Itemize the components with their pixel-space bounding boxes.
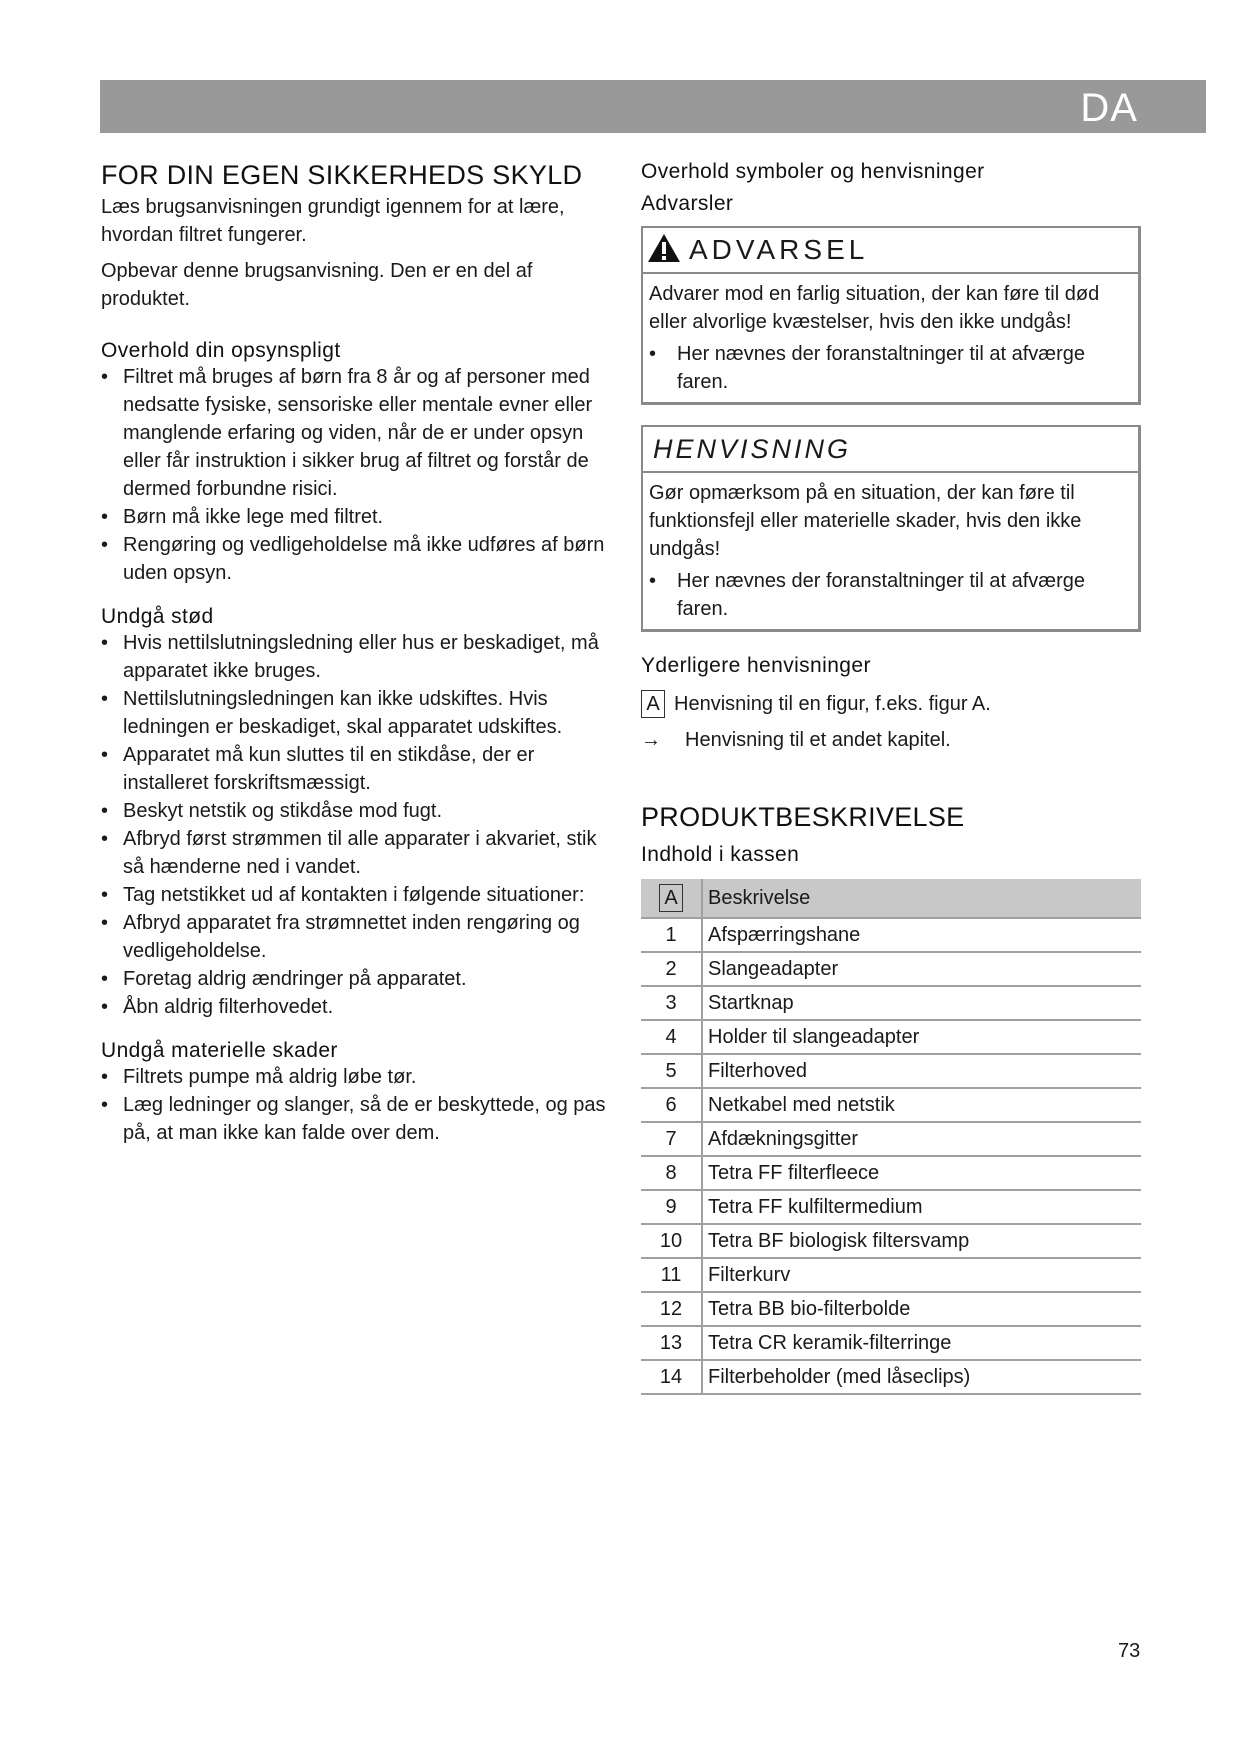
figure-key-box: A xyxy=(641,690,665,718)
table-header-key-cell xyxy=(641,879,702,918)
section-heading-supervision: Overhold din opsynspligt xyxy=(101,339,341,362)
damage-list xyxy=(101,1063,621,1147)
list-item: • Børn må ikke lege med filtret. xyxy=(101,503,621,531)
part-number: 10 xyxy=(641,1224,702,1258)
part-description: Holder til slangeadapter xyxy=(702,1020,1141,1054)
warning-triangle-icon xyxy=(647,233,681,268)
warnings-heading: Advarsler xyxy=(641,192,734,215)
table-row xyxy=(641,1258,1141,1292)
warning-bullet: • Her nævnes der foranstaltninger til at afværge faren. xyxy=(649,340,1132,396)
part-number: 8 xyxy=(641,1156,702,1190)
table-header-key: A xyxy=(659,884,683,912)
part-description: Filterhoved xyxy=(702,1054,1141,1088)
table-row xyxy=(641,986,1141,1020)
table-row xyxy=(641,1360,1141,1394)
notice-text: Gør opmærksom på en situation, der kan føre til funktionsfejl eller materielle skader, hvis den ikke undgås! xyxy=(649,482,1082,560)
section-heading-damage: Undgå materielle skader xyxy=(101,1039,338,1062)
right-column xyxy=(641,160,1141,1395)
notice-box-body xyxy=(643,473,1138,629)
warning-title: ADVARSEL xyxy=(689,234,869,265)
left-column xyxy=(101,160,621,1147)
table-row xyxy=(641,1020,1141,1054)
part-description: Afdækningsgitter xyxy=(702,1122,1141,1156)
table-header-row xyxy=(641,879,1141,918)
page-number: 73 xyxy=(1118,1640,1141,1662)
part-number: 13 xyxy=(641,1326,702,1360)
supervision-list xyxy=(101,363,621,587)
part-number: 5 xyxy=(641,1054,702,1088)
part-description: Afspærringshane xyxy=(702,918,1141,952)
notice-bullets xyxy=(649,567,1132,623)
notice-title: HENVISNING xyxy=(653,433,852,464)
list-item: • Filtrets pumpe må aldrig løbe tør. xyxy=(101,1063,621,1091)
list-item: • Afbryd først strømmen til alle apparater i akvariet, stik så hænderne ned i vandet. xyxy=(101,825,621,881)
section-heading-shock: Undgå stød xyxy=(101,605,214,628)
list-item: • Filtret må bruges af børn fra 8 år og af personer med nedsatte fysiske, sensoriske eller mentale evner eller manglende erfaring og viden, når de er under opsyn eller får instruktion i sikker brug af filtret og forstår de dermed forbundne risici. xyxy=(101,363,621,503)
part-number: 1 xyxy=(641,918,702,952)
part-number: 12 xyxy=(641,1292,702,1326)
part-description: Filterkurv xyxy=(702,1258,1141,1292)
table-row xyxy=(641,1190,1141,1224)
figure-reference-text: Henvisning til en figur, f.eks. figur A. xyxy=(674,693,991,715)
list-item: • Nettilslutningsledningen kan ikke udskiftes. Hvis ledningen er beskadiget, skal apparatet udskiftes. xyxy=(101,685,621,741)
part-description: Tetra FF kulfiltermedium xyxy=(702,1190,1141,1224)
language-code: DA xyxy=(1080,86,1138,130)
part-description: Tetra CR keramik-filterringe xyxy=(702,1326,1141,1360)
part-description: Netkabel med netstik xyxy=(702,1088,1141,1122)
product-description-title: PRODUKTBESKRIVELSE xyxy=(641,802,965,832)
warning-box-body xyxy=(643,274,1138,402)
chapter-reference xyxy=(641,726,1141,754)
table-row xyxy=(641,1156,1141,1190)
list-item: • Hvis nettilslutningsledning eller hus er beskadiget, må apparatet ikke bruges. xyxy=(101,629,621,685)
part-description: Tetra BF biologisk filtersvamp xyxy=(702,1224,1141,1258)
notice-bullet: • Her nævnes der foranstaltninger til at afværge faren. xyxy=(649,567,1132,623)
arrow-right-icon: → xyxy=(641,729,661,751)
safety-title: FOR DIN EGEN SIKKERHEDS SKYLD xyxy=(101,160,583,190)
warning-box-header xyxy=(643,228,1138,274)
part-description: Slangeadapter xyxy=(702,952,1141,986)
chapter-reference-text: Henvisning til et andet kapitel. xyxy=(685,729,951,751)
notice-box-header xyxy=(643,427,1138,473)
notice-box xyxy=(641,425,1141,632)
part-number: 11 xyxy=(641,1258,702,1292)
table-row xyxy=(641,952,1141,986)
symbols-heading: Overhold symboler og henvisninger xyxy=(641,160,985,183)
part-number: 7 xyxy=(641,1122,702,1156)
table-row xyxy=(641,918,1141,952)
further-references-heading: Yderligere henvisninger xyxy=(641,654,871,677)
part-number: 2 xyxy=(641,952,702,986)
list-item: • Apparatet må kun sluttes til en stikdåse, der er installeret forskriftsmæssigt. xyxy=(101,741,621,797)
part-number: 6 xyxy=(641,1088,702,1122)
table-row xyxy=(641,1054,1141,1088)
table-row xyxy=(641,1326,1141,1360)
table-row xyxy=(641,1292,1141,1326)
parts-table xyxy=(641,879,1141,1395)
table-row xyxy=(641,1088,1141,1122)
intro-paragraph-2: Opbevar denne brugsanvisning. Den er en del af produktet. xyxy=(101,260,533,310)
figure-reference xyxy=(641,690,1141,718)
part-description: Tetra BB bio-filterbolde xyxy=(702,1292,1141,1326)
part-description: Tetra FF filterfleece xyxy=(702,1156,1141,1190)
list-item: • Tag netstikket ud af kontakten i følgende situationer: xyxy=(101,881,621,909)
table-header-label: Beskrivelse xyxy=(702,879,1141,918)
intro-paragraph-1: Læs brugsanvisningen grundigt igennem for at lære, hvordan filtret fungerer. xyxy=(101,196,565,246)
part-description: Filterbeholder (med låseclips) xyxy=(702,1360,1141,1394)
header-bar xyxy=(100,80,1206,133)
part-description: Startknap xyxy=(702,986,1141,1020)
warning-bullets xyxy=(649,340,1132,396)
warning-text: Advarer mod en farlig situation, der kan føre til død eller alvorlige kvæstelser, hvis den ikke undgås! xyxy=(649,283,1100,333)
part-number: 9 xyxy=(641,1190,702,1224)
part-number: 14 xyxy=(641,1360,702,1394)
list-item: • Beskyt netstik og stikdåse mod fugt. xyxy=(101,797,621,825)
list-item: • Rengøring og vedligeholdelse må ikke udføres af børn uden opsyn. xyxy=(101,531,621,587)
warning-box xyxy=(641,226,1141,405)
part-number: 4 xyxy=(641,1020,702,1054)
table-row xyxy=(641,1122,1141,1156)
part-number: 3 xyxy=(641,986,702,1020)
box-contents-heading: Indhold i kassen xyxy=(641,843,800,866)
table-row xyxy=(641,1224,1141,1258)
shock-list xyxy=(101,629,621,1021)
list-item: • Foretag aldrig ændringer på apparatet. xyxy=(101,965,621,993)
list-item: • Afbryd apparatet fra strømnettet inden rengøring og vedligeholdelse. xyxy=(101,909,621,965)
list-item: • Læg ledninger og slanger, så de er beskyttede, og pas på, at man ikke kan falde over dem. xyxy=(101,1091,621,1147)
list-item: • Åbn aldrig filterhovedet. xyxy=(101,993,621,1021)
